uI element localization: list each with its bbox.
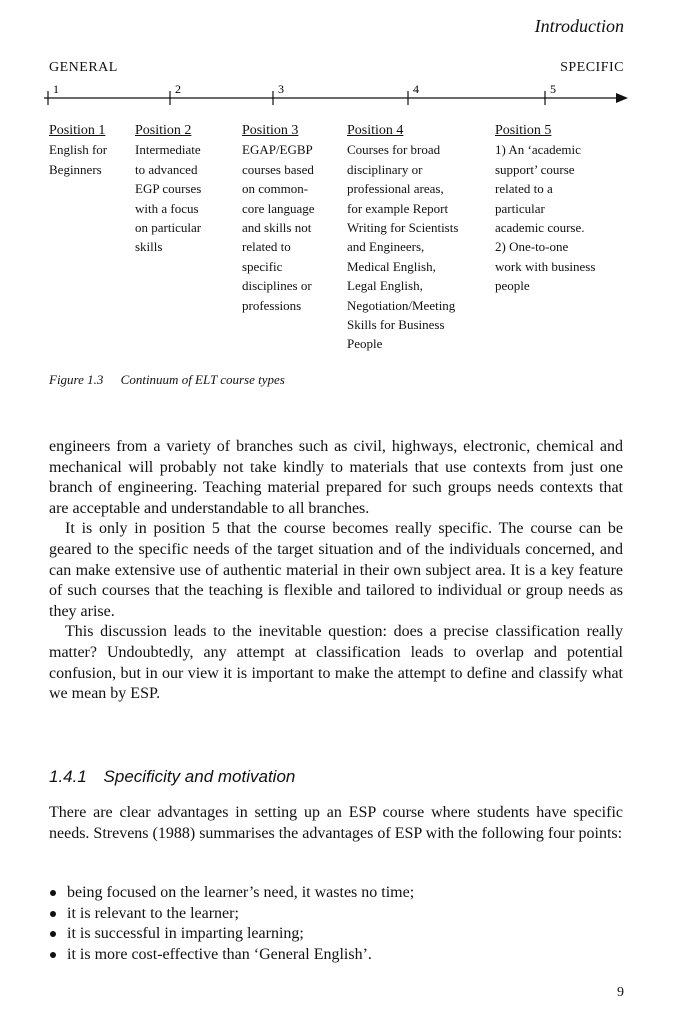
- position-line: courses based: [242, 161, 314, 177]
- position-line: academic course.: [495, 220, 585, 236]
- position-line: and skills not: [242, 220, 312, 236]
- paragraph: engineers from a variety of branches such as civil, highways, electronic, chemical and mechanical will probably not take kindly to materials that use contexts from just one branch of engineering. Teaching material prepared for such groups needs contexts that are acceptable and understandable to all branches.: [49, 438, 623, 517]
- position-line: Intermediate: [135, 142, 201, 158]
- position-line: EGP courses: [135, 181, 202, 197]
- position-line: related to: [242, 239, 291, 255]
- position-column-3: [242, 121, 315, 315]
- position-line: professional areas,: [347, 181, 444, 197]
- position-line: professions: [242, 297, 302, 313]
- list-item-text: being focused on the learner’s need, it wastes no time;: [67, 884, 415, 901]
- figure-caption: [49, 372, 285, 388]
- paragraph: There are clear advantages in setting up an ESP course where students have specific needs. Strevens (1988) summarises the advantages of ESP with the following four points:: [49, 804, 623, 842]
- continuum-right-label: SPECIFIC: [560, 60, 624, 75]
- position-heading: Position 4: [347, 123, 404, 138]
- continuum-tick-label: 1: [53, 82, 59, 96]
- bullet-icon: [50, 890, 56, 896]
- section-heading: [49, 767, 295, 787]
- body-text: [49, 437, 623, 705]
- position-line: and Engineers,: [347, 239, 425, 255]
- position-line: to advanced: [135, 161, 198, 177]
- section-intro: [49, 803, 623, 844]
- list-item: [49, 924, 623, 945]
- position-column-4: [347, 121, 458, 354]
- position-line: English for: [49, 142, 108, 158]
- position-column-2: [135, 121, 201, 257]
- position-line: for example Report: [347, 200, 449, 216]
- running-head: Introduction: [534, 16, 624, 36]
- position-heading: Position 5: [495, 123, 552, 138]
- continuum-arrowhead: [616, 93, 628, 103]
- position-column-1: [49, 121, 107, 179]
- position-line: Courses for broad: [347, 142, 441, 158]
- section-title: Specificity and motivation: [103, 767, 296, 786]
- list-item-text: it is relevant to the learner;: [67, 904, 239, 922]
- continuum-tick-label: 2: [175, 82, 181, 96]
- list-item-text: it is successful in imparting learning;: [67, 925, 304, 943]
- position-line: Legal English,: [347, 278, 423, 294]
- list-item: [49, 945, 623, 966]
- position-heading: Position 2: [135, 123, 192, 138]
- position-line: disciplines or: [242, 278, 312, 294]
- continuum-axis: [44, 80, 634, 110]
- position-line: 2) One-to-one: [495, 239, 569, 255]
- continuum-tick-label: 3: [278, 82, 284, 96]
- position-line: 1) An ‘academic: [495, 142, 581, 158]
- position-line: specific: [242, 258, 283, 274]
- figure-number: Figure 1.3: [49, 372, 104, 387]
- position-line: disciplinary or: [347, 161, 423, 177]
- list-item: [49, 883, 623, 904]
- position-line: Beginners: [49, 161, 102, 177]
- continuum-ticks: [48, 82, 556, 105]
- position-line: work with business: [495, 258, 596, 274]
- position-line: particular: [495, 200, 545, 216]
- list-item: [49, 904, 623, 925]
- continuum-tick-label: 4: [413, 82, 419, 96]
- position-line: Skills for Business: [347, 317, 445, 333]
- page-number: 9: [617, 985, 624, 1000]
- position-line: on common-: [242, 181, 309, 197]
- continuum-left-label: GENERAL: [49, 60, 118, 75]
- position-line: Negotiation/Meeting: [347, 297, 456, 313]
- paragraph: It is only in position 5 that the course becomes really specific. The course can be geared to the specific needs of the target situation and of the individuals concerned, and can make extensive use of authentic material in their own subject area. It is a key feature of such courses that the teaching is flexible and tailored to individual or group needs as they arise.: [49, 520, 623, 620]
- position-line: core language: [242, 200, 315, 216]
- position-line: people: [495, 278, 530, 294]
- position-line: with a focus: [135, 200, 199, 216]
- position-line: Medical English,: [347, 258, 436, 274]
- bullet-icon: [50, 931, 56, 937]
- list-item-text: it is more cost-effective than ‘General English’.: [67, 945, 372, 963]
- figure-caption-text: Continuum of ELT course types: [120, 372, 285, 387]
- position-line: on particular: [135, 220, 202, 236]
- paragraph: This discussion leads to the inevitable question: does a precise classification really matter? Undoubtedly, any attempt at classification leads to overlap and potential confusion, but in our view it is important to make the attempt to define and classify what we mean by ESP.: [49, 623, 623, 703]
- position-line: support’ course: [495, 161, 575, 177]
- position-heading: Position 1: [49, 123, 106, 138]
- position-heading: Position 3: [242, 123, 299, 138]
- bullet-icon: [50, 911, 56, 917]
- position-line: skills: [135, 239, 163, 255]
- position-line: related to a: [495, 181, 553, 197]
- position-line: Writing for Scientists: [347, 220, 459, 236]
- advantages-list: [49, 883, 623, 965]
- position-column-5: [495, 121, 595, 296]
- bullet-icon: [50, 952, 56, 958]
- section-number: 1.4.1: [49, 767, 87, 786]
- position-line: EGAP/EGBP: [242, 142, 313, 158]
- continuum-tick-label: 5: [550, 82, 556, 96]
- position-line: People: [347, 336, 383, 352]
